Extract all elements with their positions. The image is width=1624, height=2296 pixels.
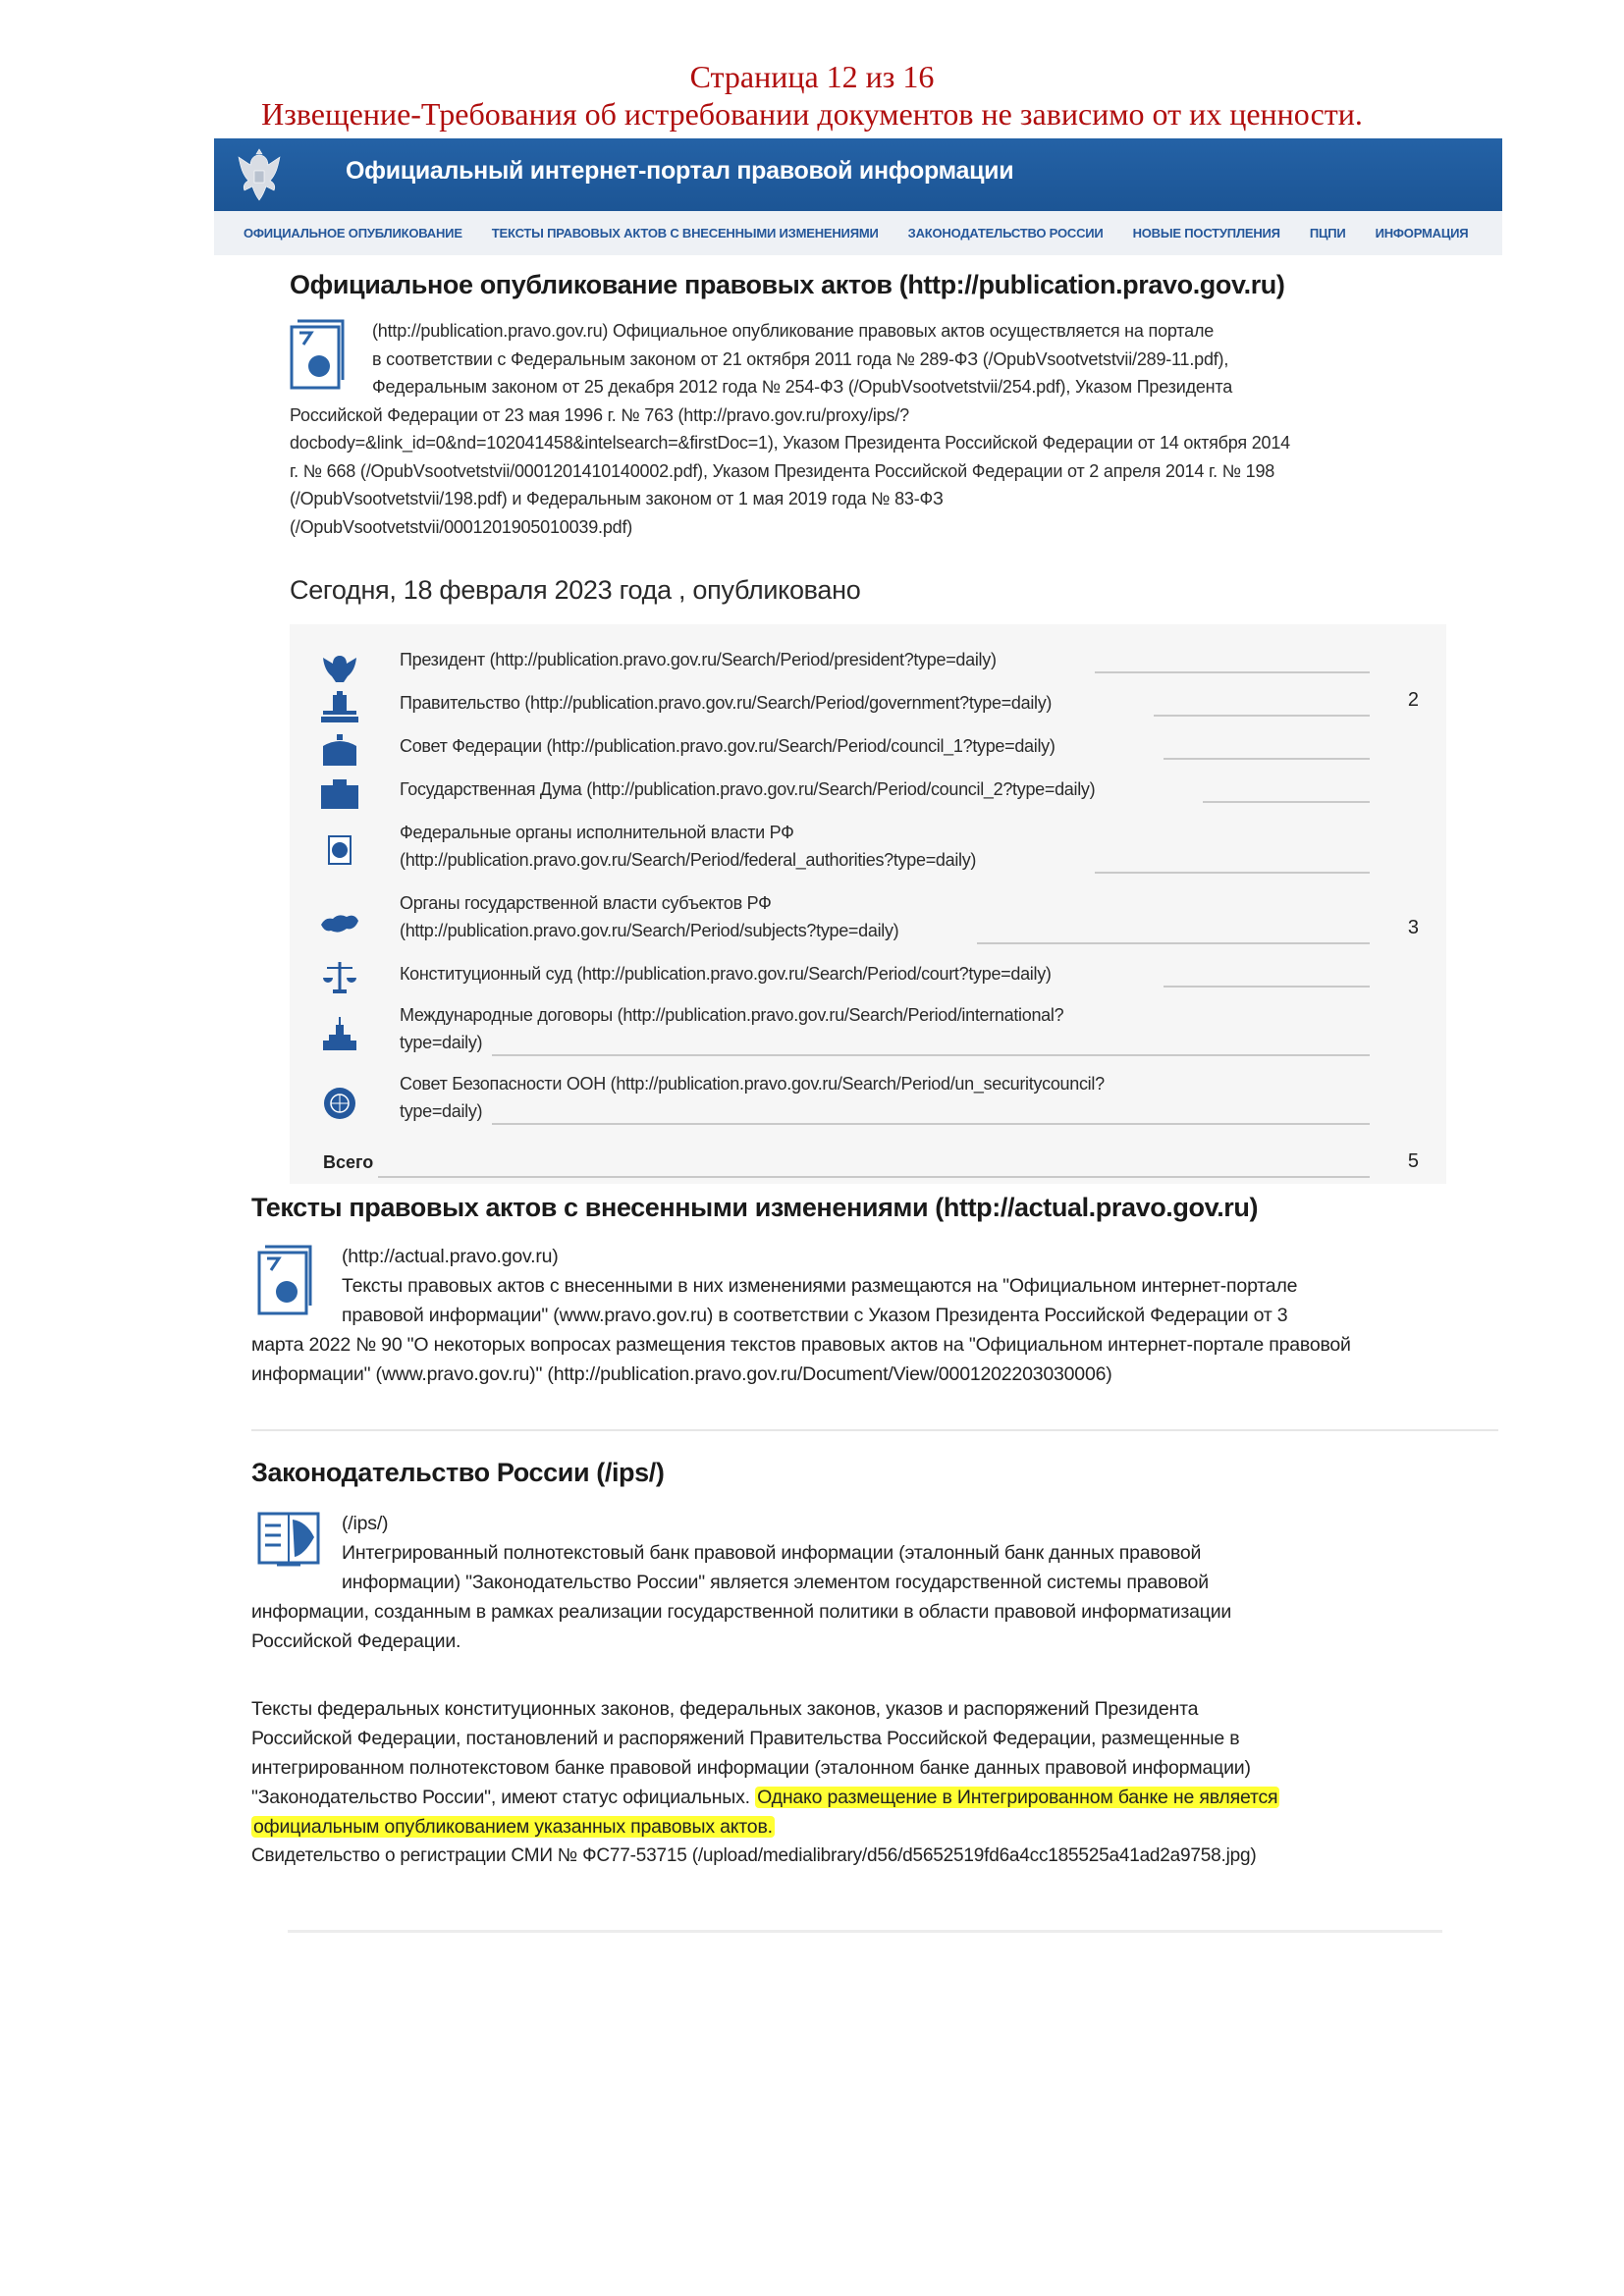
leader-line	[1154, 715, 1370, 717]
leader-line	[1095, 872, 1370, 874]
leader-line	[1203, 801, 1370, 803]
actual-line: Тексты правовых актов с внесенными в них изменениями размещаются на "Официальном интернет-портале	[342, 1275, 1298, 1297]
stats-row-label[interactable]: Государственная Дума (http://publication.pravo.gov.ru/Search/Period/council_2?type=daily)	[400, 779, 1096, 799]
page-number: Страница 12 из 16	[689, 59, 935, 94]
stats-row-label[interactable]: Президент (http://publication.pravo.gov.ru/Search/Period/president?type=daily)	[400, 650, 997, 669]
state-duma-icon	[319, 775, 360, 811]
section-title-legislation[interactable]: Законодательство России (/ips/)	[251, 1458, 665, 1487]
publication-line[interactable]: docbody=&link_id=0&nd=102041458&intelsearch=&firstDoc=1), Указом Президента Российской Федерации от 14 октября 2014	[290, 433, 1290, 453]
actual-line: правовой информации" (www.pravo.gov.ru) в соответствии с Указом Президента Российской Федерации от 3	[342, 1305, 1288, 1326]
legislation-line: информации, созданным в рамках реализации государственной политики в области правовой информатизации	[251, 1601, 1232, 1623]
leader-line	[1164, 986, 1370, 988]
legislation-description	[251, 1509, 1498, 1656]
publication-line[interactable]: Федеральным законом от 25 декабря 2012 года № 254-ФЗ (/OpubVsootvetstvii/254.pdf), Указом Президента	[372, 377, 1233, 397]
scales-icon	[319, 960, 360, 995]
today-heading: Сегодня, 18 февраля 2023 года , опубликовано	[290, 575, 861, 605]
nav-russian-legislation[interactable]: ЗАКОНОДАТЕЛЬСТВО РОССИИ	[907, 226, 1104, 240]
nav-amended-texts[interactable]: ТЕКСТЫ ПРАВОВЫХ АКТОВ С ВНЕСЕННЫМИ ИЗМЕНЕНИЯМИ	[491, 226, 879, 240]
actual-link[interactable]: (http://actual.pravo.gov.ru)	[342, 1246, 559, 1267]
status-line: Тексты федеральных конституционных законов, федеральных законов, указов и распоряжений Президента	[251, 1698, 1199, 1720]
nav-official-publication[interactable]: ОФИЦИАЛЬНОЕ ОПУБЛИКОВАНИЕ	[244, 226, 462, 240]
section-divider	[251, 1429, 1498, 1431]
leader-line	[1095, 671, 1370, 673]
nav-new-arrivals[interactable]: НОВЫЕ ПОСТУПЛЕНИЯ	[1132, 226, 1280, 240]
stats-row-link[interactable]: (http://publication.pravo.gov.ru/Search/Period/federal_authorities?type=daily)	[400, 850, 977, 870]
legislation-line: информации) "Законодательство России" является элементом государственной системы правовой	[342, 1572, 1209, 1593]
status-line: Российской Федерации, постановлений и распоряжений Правительства Российской Федерации, размещенные в	[251, 1728, 1240, 1749]
highlighted-text: официальным опубликованием указанных правовых актов.	[253, 1816, 773, 1838]
publication-stats-panel	[290, 624, 1446, 1184]
media-registration-certificate[interactable]: Свидетельство о регистрации СМИ № ФС77-53715 (/upload/medialibrary/d56/d5652519fd6a4cc185525a41ad2a9758.jpg)	[251, 1845, 1257, 1866]
actual-line[interactable]: информации" (www.pravo.gov.ru)" (http://publication.pravo.gov.ru/Document/View/0001202203030006)	[251, 1363, 1112, 1385]
leader-line	[492, 1123, 1370, 1125]
leader-line	[492, 1054, 1370, 1056]
stats-row-label[interactable]: Совет Федерации (http://publication.pravo.gov.ru/Search/Period/council_1?type=daily)	[400, 736, 1056, 756]
footer-divider	[288, 1930, 1442, 1933]
section-title-publication[interactable]: Официальное опубликование правовых актов (http://publication.pravo.gov.ru)	[290, 270, 1285, 299]
stats-row-label[interactable]: Совет Безопасности ООН (http://publication.pravo.gov.ru/Search/Period/un_securitycouncil?	[400, 1074, 1105, 1094]
stats-row-link[interactable]: type=daily)	[400, 1101, 483, 1121]
nav-pcpi[interactable]: ПЦПИ	[1309, 226, 1346, 240]
legislation-link[interactable]: (/ips/)	[342, 1513, 389, 1534]
notice-title: Извещение-Требования об истребовании документов не зависимо от их ценности.	[261, 96, 1363, 132]
coat-of-arms-logo-icon[interactable]	[230, 143, 289, 206]
stats-row-label[interactable]: Правительство (http://publication.pravo.gov.ru/Search/Period/government?type=daily)	[400, 693, 1053, 713]
publication-description	[290, 317, 1448, 541]
skyscraper-icon	[319, 1017, 360, 1052]
status-line: "Законодательство России", имеют статус официальных.	[251, 1787, 750, 1808]
leader-line	[1164, 758, 1370, 760]
legislation-line: Российской Федерации.	[251, 1630, 461, 1652]
stats-row-label[interactable]: Органы государственной власти субъектов РФ	[400, 893, 772, 913]
leader-line	[977, 942, 1370, 944]
stats-row-label[interactable]: Конституционный суд (http://publication.pravo.gov.ru/Search/Period/court?type=daily)	[400, 964, 1052, 984]
stats-row-label[interactable]: Федеральные органы исполнительной власти РФ	[400, 823, 794, 842]
coat-of-arms-icon	[319, 654, 360, 689]
legislation-line: Интегрированный полнотекстовый банк правовой информации (эталонный банк данных правовой	[342, 1542, 1202, 1564]
stats-count: 3	[1407, 917, 1419, 938]
publication-line[interactable]: (http://publication.pravo.gov.ru) Официальное опубликование правовых актов осуществляется на портале	[372, 321, 1215, 341]
total-count: 5	[1407, 1150, 1419, 1172]
legislation-status-paragraph	[251, 1694, 1508, 1842]
status-line: интегрированном полнотекстовом банке правовой информации (эталонном банке данных правовой информации)	[251, 1757, 1251, 1779]
un-emblem-icon	[319, 1086, 360, 1121]
publication-line[interactable]: Российской Федерации от 23 мая 1996 г. № 763 (http://pravo.gov.ru/proxy/ips/?	[290, 404, 909, 425]
main-nav	[214, 211, 1502, 255]
publication-line[interactable]: г. № 668 (/OpubVsootvetstvii/0001201410140002.pdf), Указом Президента Российской Федерации от 2 апреля 2014 г. № 198	[290, 460, 1275, 481]
stats-row-label[interactable]: Международные договоры (http://publication.pravo.gov.ru/Search/Period/international?	[400, 1005, 1064, 1025]
total-label: Всего	[323, 1152, 374, 1172]
stats-row-link[interactable]: (http://publication.pravo.gov.ru/Search/Period/subjects?type=daily)	[400, 921, 899, 940]
section-title-actual[interactable]: Тексты правовых актов с внесенными изменениями (http://actual.pravo.gov.ru)	[251, 1193, 1259, 1222]
publication-line[interactable]: (/OpubVsootvetstvii/0001201905010039.pdf)	[290, 516, 633, 537]
highlighted-text: Однако размещение в Интегрированном банке не является	[757, 1787, 1278, 1808]
publication-line[interactable]: (/OpubVsootvetstvii/198.pdf) и Федеральным законом от 1 мая 2019 года № 83-ФЗ	[290, 489, 944, 508]
actual-description	[251, 1242, 1498, 1389]
publication-line[interactable]: в соответствии с Федеральным законом от 21 октября 2011 года № 289-ФЗ (/OpubVsootvetstvii/289-11.pdf),	[372, 348, 1229, 369]
russia-map-icon	[319, 907, 360, 942]
emblem-shield-icon	[319, 834, 360, 870]
actual-line: марта 2022 № 90 "О некоторых вопросах размещения текстов правовых актов на "Официальном интернет-портале правовой	[251, 1334, 1351, 1356]
leader-line	[378, 1176, 1370, 1178]
federation-council-icon	[319, 732, 360, 768]
government-building-icon	[319, 689, 360, 724]
portal-title[interactable]: Официальный интернет-портал правовой информации	[346, 157, 1014, 185]
nav-information[interactable]: ИНФОРМАЦИЯ	[1375, 226, 1469, 240]
stats-row-link[interactable]: type=daily)	[400, 1033, 483, 1052]
stats-count: 2	[1407, 689, 1419, 711]
